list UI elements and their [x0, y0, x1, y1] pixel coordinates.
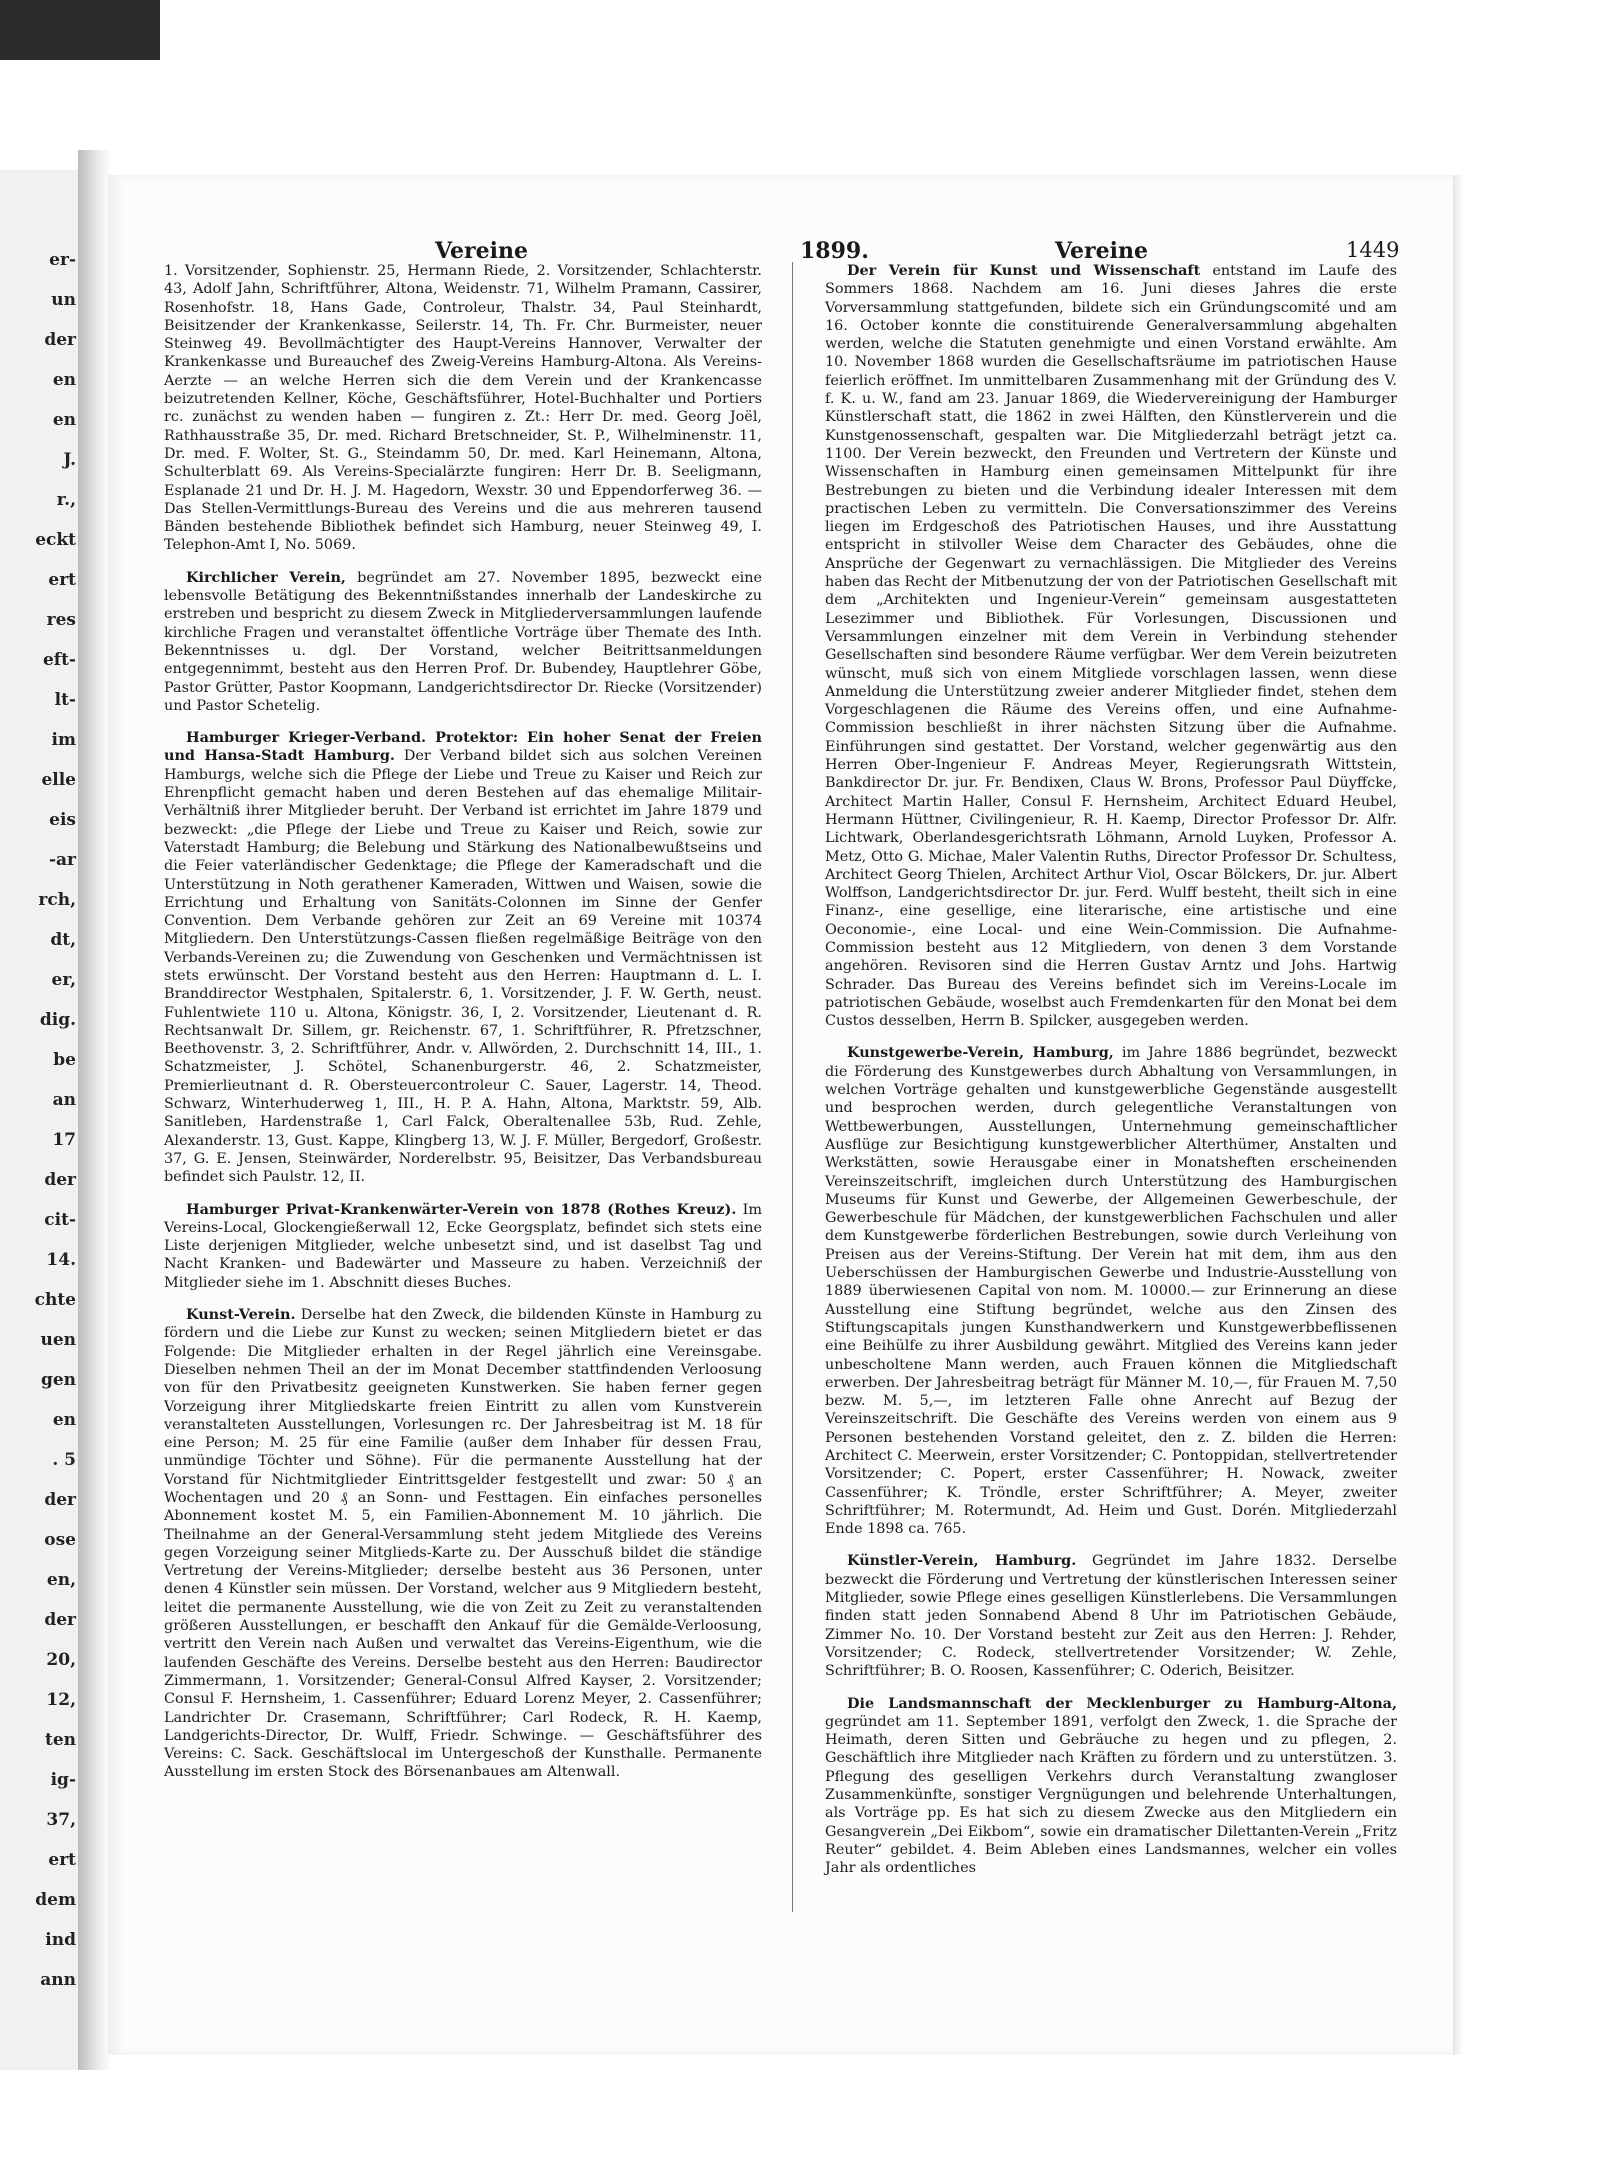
- entry-krankenwaerter-verein: [164, 1201, 762, 1292]
- previous-page-fragment: en: [52, 1410, 76, 1430]
- previous-page-fragment: be: [53, 1050, 76, 1070]
- previous-page-fragment: en: [52, 410, 76, 430]
- entry-continued-entry: [164, 262, 762, 555]
- column-divider: [792, 262, 793, 1912]
- previous-page-fragment: 17: [52, 1130, 76, 1150]
- previous-page-fragment: ann: [40, 1970, 76, 1990]
- previous-page-fragment: J.: [63, 450, 76, 470]
- previous-page-fragment: r.,: [56, 490, 76, 510]
- entry-kuenstler-verein: [825, 1552, 1397, 1680]
- entry-body: Der Verband bildet sich aus solchen Vereinen Hamburgs, welche sich die Pflege der Liebe und Treue zu Kaiser und Reich zur Ehrenpflicht gemacht haben und deren Bestehen auf das ehemalige Militair-Verhältniß ihrer Mitglieder beruht. Der Verband ist errichtet im Jahre 1879 und bezweckt: „die Pflege der Liebe und Treue zu Kaiser und Reich, sowie zur Vaterstadt Hamburg; die Belebung und Stärkung des Nationalbewußtseins und die Feier vaterländischer Gedenktage; die Pflege der Kameradschaft und die Unterstützung in Noth gerathener Kameraden, Wittwen und Waisen, sowie die Errichtung und Erhaltung von Sanitäts-Colonnen im Sinne der Genfer Convention. Dem Verbande gehören zur Zeit an 69 Vereine mit 10374 Mitgliedern. Den Unterstützungs-Cassen fließen regelmäßige Beiträge von den Verbands-Vereinen zu; die Zuwendung von Geschenken und Vermächtnissen ist stets erwünscht. Der Vorstand besteht aus den Herren: Hauptmann d. L. I. Branddirector Westphalen, Spitalerstr. 6, 1. Vorsitzender, J. F. W. Gerth, neust. Fuhlentwiete 110 u. Altona, Königstr. 36, I, 2. Vorsitzender, Lieutenant d. R. Rechtsanwalt Dr. Sillem, gr. Reichenstr. 67, 1. Schriftführer, R. Pfretzschner, Beethovenstr. 3, 2. Schriftführer, Andr. v. Allwörden, 2. Durchschnitt 14, III., 1. Schatzmeister, J. Schötel, Schanenburgerstr. 46, 2. Schatzmeister, Premierlieutnant d. R. Obersteuercontroleur C. Sauer, Lagerstr. 14, Theod. Schwarz, Winterhuderweg 1, III., H. P. A. Hahn, Altona, Marktstr. 59, Alb. Sanitleben, Hardenstraße 1, Carl Falck, Oberaltenallee 53b, Rud. Zehle, Alexanderstr. 13, Gust. Kappe, Klingberg 13, W. J. F. Müller, Bergedorf, Großestr. 37, G. E. Jensen, Steinwärder, Norderelbstr. 95, Beisitzer, Das Verbandsbureau befindet sich Paulstr. 12, II.: [164, 748, 762, 1186]
- previous-page-fragment: ig-: [50, 1770, 76, 1790]
- entry-body: entstand im Laufe des Sommers 1868. Nachdem am 16. Juni dieses Jahres die erste Vorversammlung stattgefunden, bildete sich ein Gründungscomité und am 16. October konnte die constituirende Generalversammlung abgehalten werden, welche die Statuten genehmigte und einen Vorstand erwählte. Am 10. November 1868 wurden die Gesellschaftsräume im patriotischen Hause feierlich eröffnet. Im unmittelbaren Zusammenhang mit der Gründung des V. f. K. u. W., fand am 23. Januar 1869, die Wiedervereinigung der Hamburger Künstlerschaft statt, die 1862 in zwei Hälften, den Künstlerverein und die Kunstgenossenschaft, gespalten war. Die Mitgliederzahl beträgt jetzt ca. 1100. Der Verein bezweckt, den Freunden und Vertretern der Künste und Wissenschaften in Hamburg einen gemeinsamen Mittelpunkt für ihre Bestrebungen zu bieten und die Verbindung idealer Interessen mit dem practischen Leben zu vermitteln. Die Conversationszimmer des Vereins liegen im Erdgeschoß des Patriotischen Hauses, und ihre Ausstattung entspricht in stilvoller Weise dem Character des Gebäudes, ohne die Ansprüche der Gegenwart zu vernachlässigen. Die Mitglieder des Vereins haben das Recht der Mitbenutzung der von der Patriotischen Gesellschaft mit dem „Architekten und Ingenieur-Verein“ gemeinsam ausgestatteten Lesezimmer und Bibliothek. Für Vorlesungen, Discussionen und Versammlungen einzelner mit dem Verein in Verbindung stehender Gesellschaften sind besondere Räume verfügbar. Wer dem Verein beizutreten wünscht, muß sich von einem Mitgliede vorschlagen lassen, wenn diese Anmeldung die Unterstützung zweier anderer Mitglieder findet, stehen dem Vorgeschlagenen die Räume des Vereins offen, und eine Aufnahme-Commission beschließt in ihrer nächsten Sitzung über die Aufnahme. Einführungen sind gestattet. Der Vorstand, welcher gegenwärtig aus den Herren Ober-Ingenieur F. Andreas Meyer, Regierungsrath Wittstein, Bankdirector Dr. jur. Fr. Bendixen, Claus W. Brons, Professor Paul Düyffcke, Architect Martin Haller, Consul F. Hernsheim, Architect Eduard Heubel, Hermann Hüttner, Civilingenieur, R. H. Kaemp, Director Professor Dr. Alfr. Lichtwark, Oberlandesgerichtsrath Löhmann, Arnold Luyken, Professor A. Metz, Otto G. Michae, Maler Valentin Ruths, Director Professor Dr. Schultess, Architect Georg Thielen, Architect Arthur Viol, Oscar Bölckers, Dr. jur. Albert Wolffson, Landgerichtsdirector Dr. jur. Ferd. Wulff besteht, theilt sich in eine Finanz-, eine gesellige, eine literarische, eine artistische und eine Oeconomie-, eine Local- und eine Wein-Commission. Die Aufnahme-Commission besteht aus 12 Mitgliedern, von denen 3 dem Vorstande angehören. Revisoren sind die Herren Gustav Arntz und Johs. Hartwig Schrader. Das Bureau des Vereins befindet sich im Vereins-Locale im patriotischen Gebäude, woselbst auch Fremdenkarten für den Monat bei dem Custos desselben, Herrn B. Spilcker, ausgegeben werden.: [825, 263, 1397, 1030]
- previous-page-fragment: der: [44, 1170, 76, 1190]
- entry-body: gegründet am 11. September 1891, verfolgt den Zweck, 1. die Sprache der Heimath, deren Sitten und Gebräuche zu hegen und zu pflegen, 2. Geschäftlich ihre Mitglieder nach Kräften zu fördern und zu unterstützen. 3. Pflegung des geselligen Verkehrs durch Veranstaltung zwangloser Zusammenkünfte, sonstiger Vergnügungen und belehrende Unterhaltungen, als Vorträge pp. Es hat sich zu diesem Zwecke aus den Mitgliedern ein Gesangverein „Dei Eikbom“, sowie ein dramatischer Dilettanten-Verein „Fritz Reuter“ gebildet. 4. Beim Ableben eines Landsmannes, welcher ein volles Jahr als ordentliches: [825, 1713, 1397, 1877]
- previous-page-fragment: 20,: [46, 1650, 76, 1670]
- page-gutter-shadow: [78, 150, 112, 2070]
- page-right-edge: [1453, 175, 1463, 2055]
- previous-page-fragment: res: [46, 610, 76, 630]
- scan-edge: [0, 0, 160, 60]
- previous-page-fragment: 14.: [46, 1250, 76, 1270]
- previous-page-fragment: ert: [48, 570, 76, 590]
- previous-page-fragment: ind: [45, 1930, 76, 1950]
- running-head-right: Vereine: [1055, 238, 1148, 264]
- previous-page-fragment: der: [44, 1490, 76, 1510]
- entry-title: Künstler-Verein, Hamburg.: [847, 1552, 1077, 1570]
- entry-kunst-verein: [164, 1306, 762, 1782]
- entry-kunstgewerbe-verein: [825, 1044, 1397, 1538]
- previous-page-fragment: im: [51, 730, 76, 750]
- entry-title: Hamburger Privat-Krankenwärter-Verein von 1878 (Rothes Kreuz).: [186, 1200, 737, 1218]
- previous-page-fragment: 37,: [46, 1810, 76, 1830]
- entry-body: 1. Vorsitzender, Sophienstr. 25, Hermann Riede, 2. Vorsitzender, Schlachterstr. 43, Adolf Jahn, Schriftführer, Altona, Weidenstr. 71, Wilhelm Pramann, Cassirer, Rosenhofstr. 18, Hans Gade, Controleur, Thalstr. 34, Paul Steinhardt, Beisitzender der Krankenkasse, Seilerstr. 14, Th. Fr. Chr. Burmeister, neuer Steinweg 49. Bevollmächtigter des Haupt-Vereins Hannover, Verwalter der Krankenkasse und Bureauchef des Zweig-Vereins Hamburg-Altona. Als Vereins-Aerzte — an welche Herren sich die dem Verein und der Krankencasse beizutretenden Kellner, Köche, Geschäftsführer, Hotel-Buchhalter und Portiers rc. zunächst zu wenden haben — fungiren z. Zt.: Herr Dr. med. Georg Joël, Rathhausstraße 35, Dr. med. Richard Bretschneider, St. P., Wilhelminenstr. 11, Dr. med. F. Wolter, St. G., Steindamm 50, Dr. med. Karl Heinemann, Altona, Schulterblatt 69. Als Vereins-Specialärzte fungiren: Herr Dr. B. Seeligmann, Esplanade 21 und Dr. H. J. M. Hagedorn, Wexstr. 30 und Eppendorferweg 36. — Das Stellen-Vermittlungs-Bureau des Vereins und die aus mehreren tausend Bänden bestehende Bibliothek befindet sich Hamburg, neuer Steinweg 49, I. Telephon-Amt I, No. 5069.: [164, 263, 762, 554]
- previous-page-fragment: eckt: [35, 530, 76, 550]
- page-number: 1449: [1346, 238, 1400, 262]
- previous-page-fragment: dem: [35, 1890, 76, 1910]
- running-head-left: Vereine: [435, 238, 528, 264]
- entry-krieger-verband: [164, 729, 762, 1186]
- previous-page-fragment: chte: [34, 1290, 76, 1310]
- entry-mecklenburger: [825, 1695, 1397, 1878]
- right-column: [825, 262, 1397, 1892]
- entry-verein-kunst-wissenschaft: [825, 262, 1397, 1030]
- entry-title: Hamburger Krieger-Verband. Protektor: Ein hoher Senat der Freien und Hansa-Stadt Hamburg.: [164, 729, 762, 765]
- previous-page-fragment: ose: [44, 1530, 76, 1550]
- previous-page-fragment: uen: [40, 1330, 76, 1350]
- previous-page-fragment: eis: [49, 810, 76, 830]
- previous-page-fragment: -ar: [48, 850, 76, 870]
- entry-kirchlicher-verein: [164, 569, 762, 715]
- entry-title: Kirchlicher Verein,: [186, 568, 346, 586]
- previous-page-fragment: der: [44, 1610, 76, 1630]
- left-column: [164, 262, 762, 1796]
- previous-page-fragment: ten: [44, 1730, 76, 1750]
- previous-page-fragment: un: [51, 290, 76, 310]
- previous-page-fragment: dig.: [39, 1010, 76, 1030]
- entry-body: Im Vereins-Local, Glockengießerwall 12, Ecke Georgsplatz, befindet sich stets eine Liste derjenigen Mitglieder, welche unbesetzt sind, und ist daselbst Tag und Nacht Kranken- und Badewärter und Masseure zu haben. Verzeichniß der Mitglieder siehe im 1. Abschnitt dieses Buches.: [164, 1201, 762, 1291]
- previous-page-fragment: gen: [40, 1370, 76, 1390]
- entry-body: begründet am 27. November 1895, bezweckt eine lebensvolle Betätigung des Bekenntnißstandes innerhalb der Landeskirche zu erstreben und bespricht zu diesem Zweck in Mitgliederversammlungen laufende kirchliche Fragen und veranstaltet öffentliche Vorträge über Themate des Inth. Bekenntnisses u. dgl. Der Vorstand, welcher Beitrittsanmeldungen entgegennimmt, besteht aus den Herren Prof. Dr. Bubendey, Hauptlehrer Göbe, Pastor Grütter, Pastor Koopmann, Landgerichtsdirector Dr. Riecke (Vorsitzender) und Pastor Schetelig.: [164, 569, 763, 714]
- entry-body: Derselbe hat den Zweck, die bildenden Künste in Hamburg zu fördern und die Liebe zur Kunst zu wecken; seinen Mitgliedern bietet er das Folgende: Die Mitglieder erhalten in der Regel jährlich eine Vereinsgabe. Dieselben nehmen Theil an der im Monat December stattfindenden Verloosung von für den Privatbesitz geeigneten Kunstwerken. Sie haben ferner gegen Vorzeigung ihrer Mitgliedskarte freien Eintritt zu allen vom Kunstverein veranstalteten Ausstellungen, Vorlesungen rc. Der Jahresbeitrag ist M. 18 für eine Person; M. 25 für eine Familie (außer dem Inhaber für dessen Frau, unmündige Töchter und Söhne). Für die permanente Ausstellung hat der Vorstand für Nichtmitglieder Eintrittsgelder festgestellt und zwar: 50 ₰ an Wochentagen und 20 ₰ an Sonn- und Festtagen. Ein einfaches personelles Abonnement kostet M. 5, ein Familien-Abonnement M. 10 jährlich. Die Theilnahme an der General-Versammlung steht jedem Mitgliede des Vereins gegen Vorzeigung seiner Mitglieds-Karte zu. Der Ausschuß bildet die ständige Vertretung der Vereins-Mitglieder; derselbe besteht aus 36 Personen, unter denen 4 Künstler sein müssen. Der Vorstand, welcher aus 9 Mitgliedern besteht, leitet die permanente Ausstellung, wie die von Zeit zu Zeit zu veranstaltenden größeren Ausstellungen, er beschafft den Ankauf für die Gemälde-Verloosung, vertritt den Verein nach Außen und verwaltet das Vereins-Eigenthum, wie die laufenden Geschäfte des Vereins. Derselbe besteht aus den Herren: Baudirector Zimmermann, 1. Vorsitzender; General-Consul Alfred Kayser, 2. Vorsitzender; Consul F. Hernsheim, 1. Cassenführer; Eduard Lorenz Meyer, 2. Cassenführer; Landrichter Dr. Crasemann, Schriftführer; Carl Rodeck, R. H. Kaemp, Landgerichts-Director, Dr. Wulff, Friedr. Schwinge. — Geschäftsführer des Vereins: C. Sack. Geschäftslocal im Untergeschoß der Kunsthalle. Permanente Ausstellung im ersten Stock des Börsenanbaues am Altenwall.: [164, 1307, 762, 1781]
- previous-page-fragment: 12,: [46, 1690, 76, 1710]
- previous-page-fragment: . 5: [52, 1450, 76, 1470]
- entry-body: im Jahre 1886 begründet, bezweckt die Förderung des Kunstgewerbes durch Abhaltung von Versammlungen, in welchen Vorträge gehalten und kunstgewerbliche Gegenstände ausgestellt und besprochen werden, durch gelegentliche Veranstaltungen von Wettbewerbungen, Ausstellungen, Unternehmung gemeinschaftlicher Ausflüge zur Besichtigung kunstgewerblicher Alterthümer, Anstalten und Werkstätten, sowie Herausgabe einer in Monatsheften erscheinenden Vereinszeitschrift, imgleichen durch Unterstützung des Hamburgischen Museums für Kunst und Gewerbe, der Allgemeinen Gewerbeschule, der Gewerbeschule für Mädchen, der kunstgewerblichen Fachschulen und aller dem Kunstgewerbe förderlichen Bestrebungen, sowie durch Verleihung von Preisen aus der Vereins-Stiftung. Der Verein hat mit dem, ihm aus den Ueberschüssen der Hamburgischen Gewerbe und Industrie-Ausstellung von 1889 überwiesenen Capital von nom. M. 10000.— zur Erinnerung an diese Ausstellung eine Stiftung begründet, welche aus den Zinsen des Stiftungscapitals jungen Kunsthandwerkern und Kunstgewerbbeflissenen eine Beihülfe zu ihrer Ausbildung gewährt. Mitglied des Vereins kann jeder unbescholtene Mann werden, auch Frauen können die Mitgliedschaft erwerben. Der Jahresbeitrag beträgt für Männer M. 10,—, für Frauen M. 7,50 bezw. M. 5,—, im letzteren Falle ohne Anrecht auf Bezug der Vereinszeitschrift. Die Geschäfte des Vereins werden von einem aus 9 Personen bestehenden Vorstand geleitet, den z. Z. bilden die Herren: Architect C. Meerwein, erster Vorsitzender; C. Pontoppidan, stellvertretender Vorsitzender; C. Popert, erster Cassenführer; H. Nowack, zweiter Cassenführer; K. Tröndle, erster Schriftführer; A. Meyer, zweiter Schriftführer; M. Rotermundt, Ad. Heim und Gust. Dorén. Mitgliederzahl Ende 1898 ca. 765.: [825, 1045, 1397, 1538]
- previous-page-fragment: cit-: [44, 1210, 76, 1230]
- running-head-year: 1899.: [800, 238, 869, 264]
- entry-title: Der Verein für Kunst und Wissenschaft: [847, 262, 1201, 279]
- previous-page-fragment: ert: [48, 1850, 76, 1870]
- previous-page-fragment: rch,: [38, 890, 76, 910]
- previous-page-fragment: lt-: [54, 690, 76, 710]
- entry-body: Gegründet im Jahre 1832. Derselbe bezweckt die Förderung und Vertretung der künstlerischen Interessen seiner Mitglieder, sowie Pflege eines geselligen Künstlerlebens. Die Versammlungen finden statt jeden Sonnabend Abend 8 Uhr im Patriotischen Gebäude, Zimmer No. 10. Der Vorstand besteht zur Zeit aus den Herren: J. Rehder, Vorsitzender; C. Rodeck, stellvertretender Vorsitzender; W. Zehle, Schriftführer; B. O. Roosen, Kassenführer; C. Oderich, Beisitzer.: [825, 1553, 1397, 1680]
- previous-page-fragment: en: [52, 370, 76, 390]
- previous-page-fragment: der: [44, 330, 76, 350]
- previous-page-fragment: en,: [46, 1570, 76, 1590]
- entry-title: Kunstgewerbe-Verein, Hamburg,: [847, 1044, 1114, 1062]
- previous-page-fragment: eft-: [42, 650, 76, 670]
- previous-page-fragment: er,: [51, 970, 76, 990]
- entry-title: Die Landsmannschaft der Mecklenburger zu Hamburg-Altona,: [847, 1694, 1397, 1712]
- entry-title: Kunst-Verein.: [186, 1306, 296, 1324]
- previous-page-fragment: elle: [41, 770, 76, 790]
- previous-page-fragment: an: [52, 1090, 76, 1110]
- previous-page-fragment: er-: [49, 250, 76, 270]
- previous-page-fragment: dt,: [50, 930, 76, 950]
